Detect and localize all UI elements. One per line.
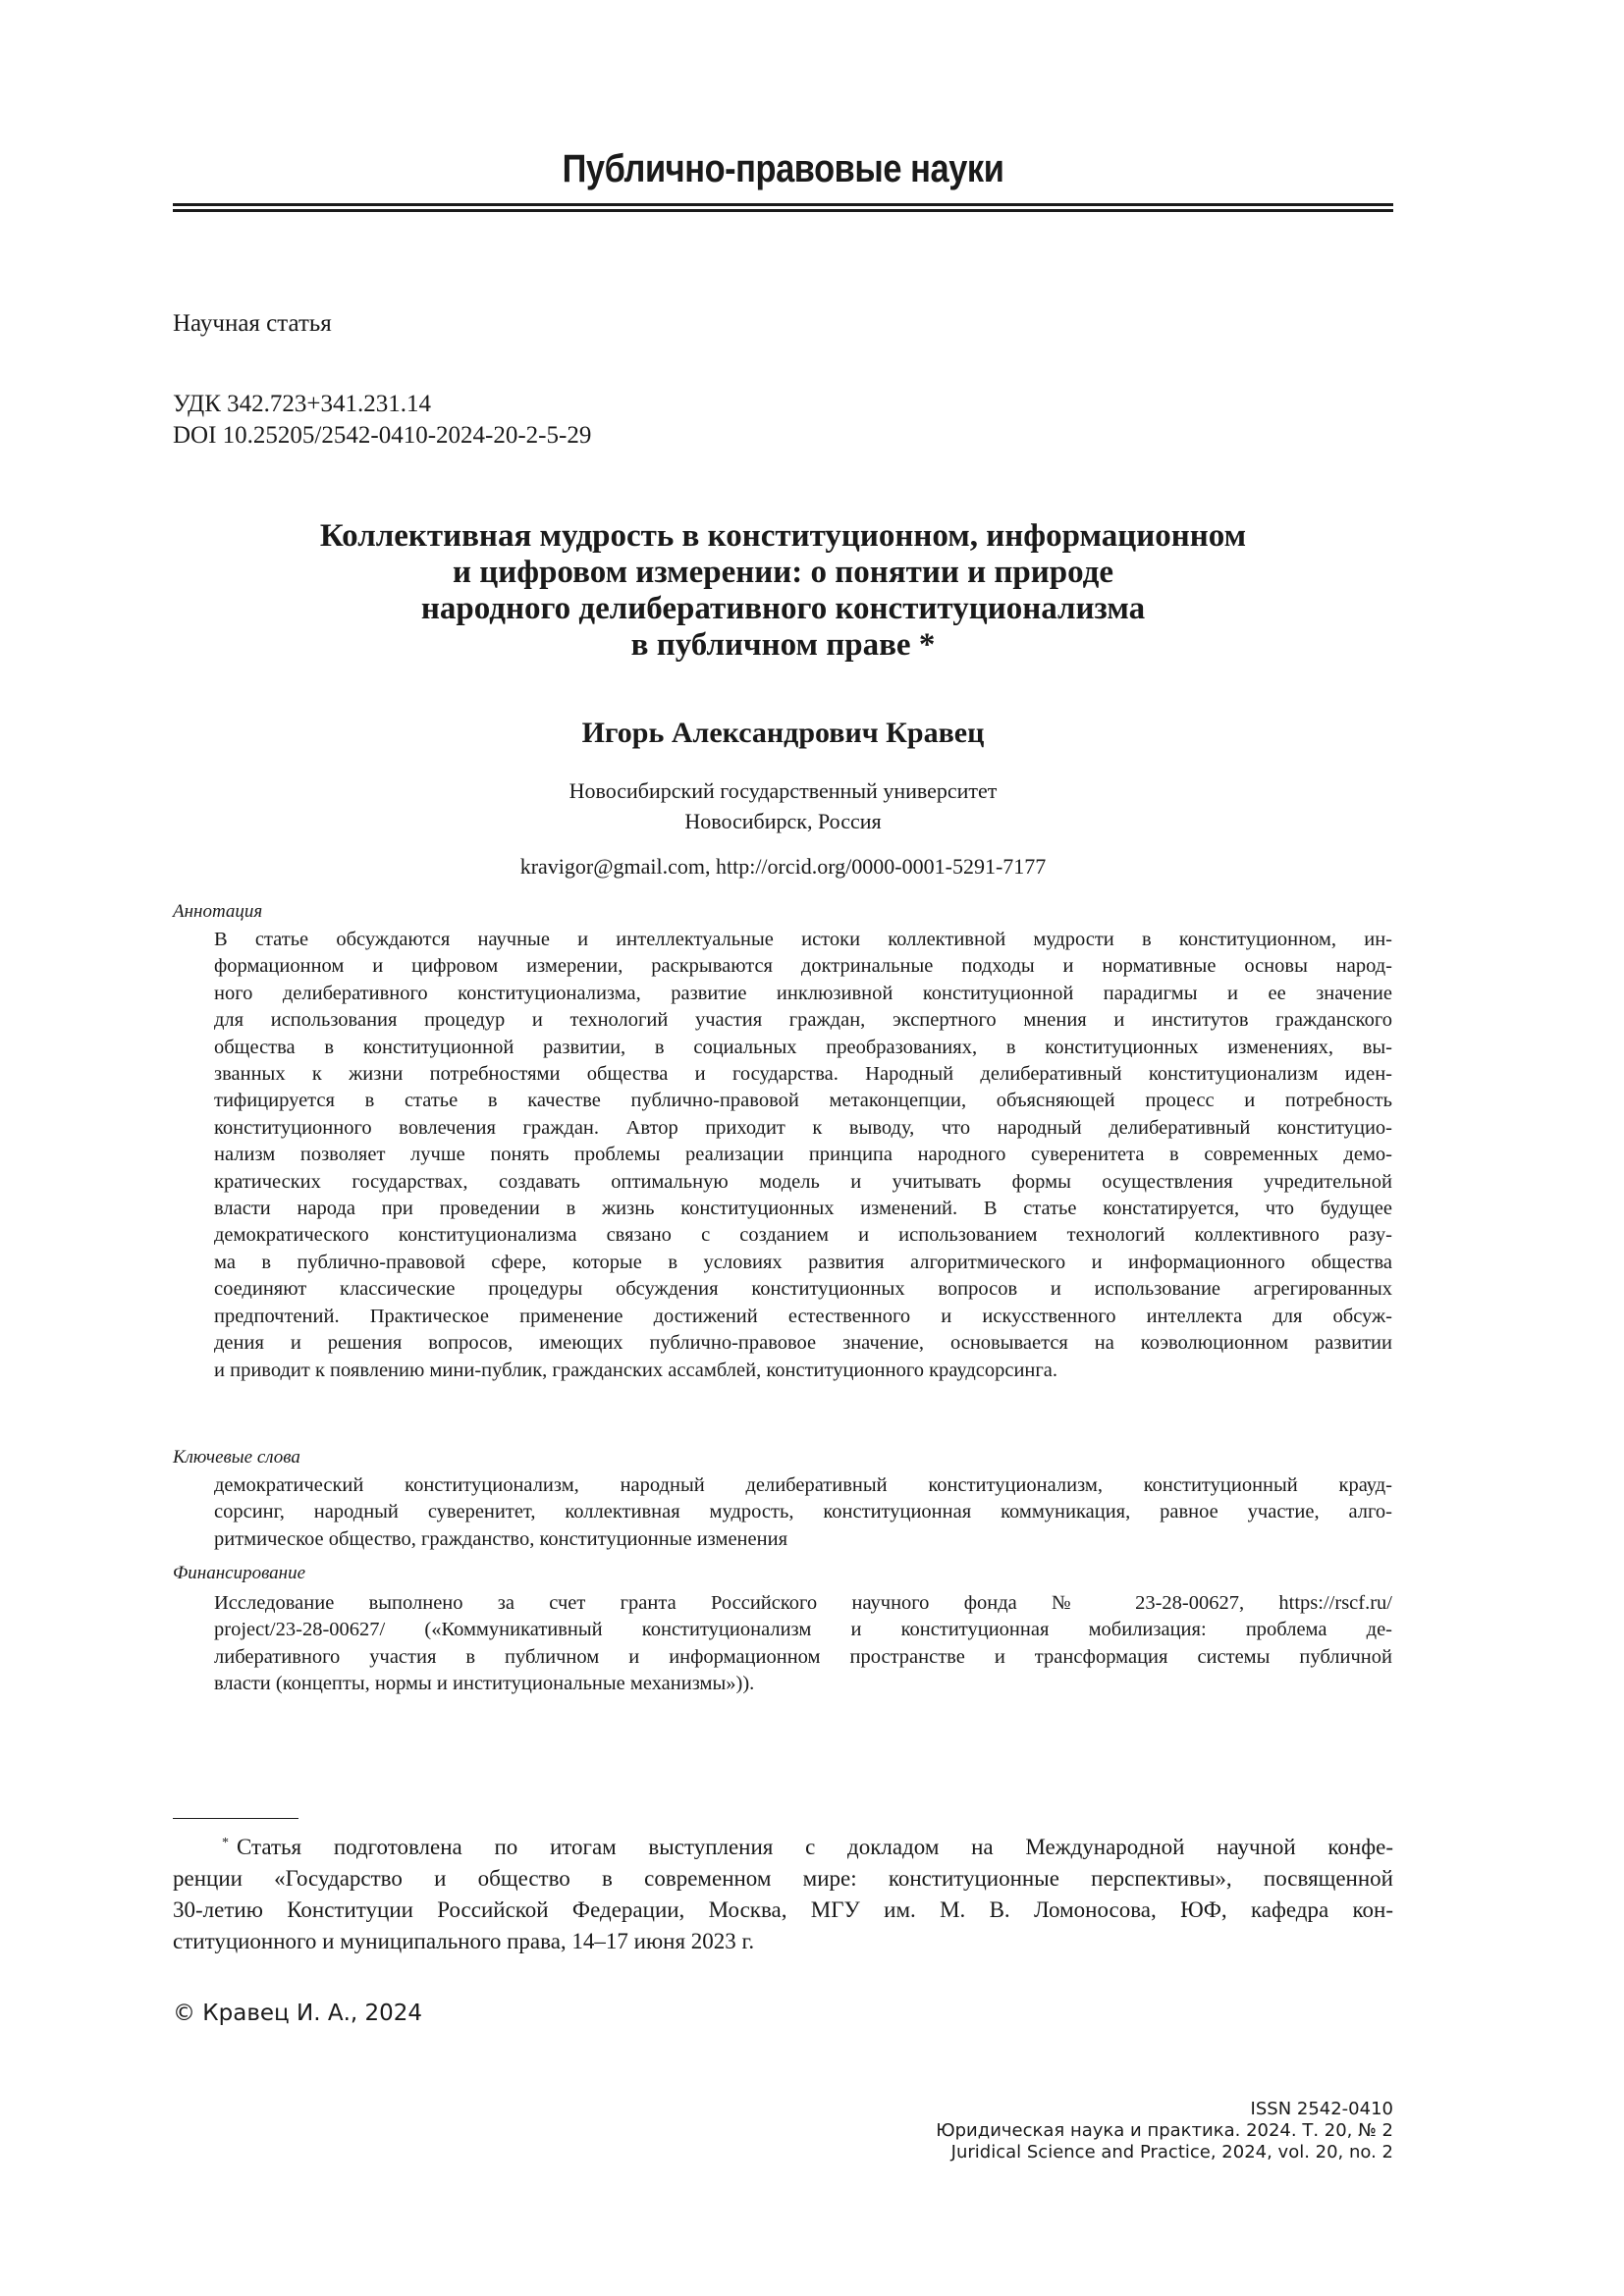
footnote-marker: *	[222, 1836, 229, 1850]
abstract-line: ного делиберативного конституционализма, развитие инклюзивной конституционной парадигмы и ее значение	[214, 982, 1392, 1004]
title-line: в публичном праве *	[630, 627, 936, 663]
keywords-label: Ключевые слова	[173, 1447, 300, 1468]
abstract-line: дения и решения вопросов, имеющих публично-правовое значение, основывается на коэволюционном развитии	[214, 1332, 1392, 1355]
title-line: и цифровом измерении: о понятии и природе	[452, 555, 1114, 590]
footnote-line-text: Статья подготовлена по итогам выступления с докладом на Международной научной конфе-	[237, 1835, 1393, 1859]
author-name: Игорь Александрович Кравец	[581, 717, 985, 749]
keywords-line: сорсинг, народный суверенитет, коллективная мудрость, конституционная коммуникация, равное участие, алго-	[214, 1501, 1392, 1523]
funding-line: власти (концепты, нормы и институциональные механизмы»)).	[214, 1673, 755, 1695]
abstract-line: ма в публично-правовой сфере, которые в условиях развития алгоритмического и информационного общества	[214, 1251, 1392, 1273]
abstract-line: демократического конституционализма связано с созданием и использованием технологий коллективного разу-	[214, 1224, 1392, 1247]
title-line: народного делиберативного конституционализма	[420, 591, 1146, 626]
abstract-line: для использования процедур и технологий участия граждан, экспертного мнения и институтов гражданского	[214, 1009, 1392, 1032]
keywords-text	[214, 1472, 1392, 1553]
affiliation: Новосибирский государственный университет	[568, 778, 998, 803]
funding-line: project/23-28-00627/ («Коммуникативный конституционализм и конституционная мобилизация: проблема де-	[214, 1619, 1392, 1641]
abstract-line: конституционного вовлечения граждан. Автор приходит к выводу, что народный делиберативный конституцио-	[214, 1116, 1392, 1139]
footnote-separator	[173, 1818, 298, 1819]
funding-line: либеративного участия в публичном и информационном пространстве и трансформация системы публичной	[214, 1645, 1392, 1668]
author-contact[interactable]: kravigor@gmail.com, http://orcid.org/0000-0001-5291-7177	[519, 854, 1047, 879]
doi[interactable]: DOI 10.25205/2542-0410-2024-20-2-5-29	[173, 422, 592, 449]
copyright: © Кравец И. А., 2024	[173, 2001, 423, 2026]
footnote-line: ренции «Государство и общество в современном мире: конституционные перспективы», посвященной	[173, 1866, 1393, 1891]
funding-text	[214, 1590, 1392, 1698]
footnote-line	[173, 1828, 1393, 1863]
footnote	[173, 1828, 1393, 1957]
journal-citation-en: Juridical Science and Practice, 2024, vol. 20, no. 2	[950, 2142, 1393, 2163]
funding-label: Финансирование	[173, 1563, 306, 1583]
abstract-line: власти народа при проведении в жизнь конституционных изменений. В статье констатируется, что будущее	[214, 1198, 1392, 1220]
abstract-line: предпочтений. Практическое применение достижений естественного и искусственного интеллекта для обсуж-	[214, 1305, 1392, 1327]
footnote-line: 30-летию Конституции Российской Федерации, Москва, МГУ им. М. В. Ломоносова, ЮФ, кафедра кон-	[173, 1897, 1393, 1922]
funding-line: Исследование выполнено за счет гранта Российского научного фонда № 23-28-00627, https://rscf.ru/	[214, 1592, 1392, 1614]
journal-citation-ru: Юридическая наука и практика. 2024. Т. 20, № 2	[936, 2120, 1393, 2141]
article-type: Научная статья	[173, 310, 332, 337]
keywords-line: ритмическое общество, гражданство, конституционные изменения	[214, 1527, 787, 1550]
udk-code: УДК 342.723+341.231.14	[173, 391, 432, 417]
header-rule-top	[173, 203, 1393, 206]
location: Новосибирск, Россия	[684, 809, 882, 833]
article-title	[173, 518, 1393, 664]
abstract-line: В статье обсуждаются научные и интеллектуальные истоки коллективной мудрости в конституционном, ин-	[214, 929, 1392, 950]
abstract-line: и приводит к появлению мини-публик, гражданских ассамблей, конституционного краудсорсинга.	[214, 1359, 1058, 1381]
abstract-line: формационном и цифровом измерении, раскрываются доктринальные подходы и нормативные основы народ-	[214, 955, 1392, 978]
abstract-line: званных к жизни потребностями общества и государства. Народный делиберативный конституционализм иден-	[214, 1063, 1392, 1086]
abstract-line: соединяют классические процедуры обсуждения конституционных вопросов и использование агрегированных	[214, 1278, 1392, 1301]
header-rule-bottom	[173, 209, 1393, 212]
abstract-line: общества в конституционной развитии, в социальных преобразованиях, в конституционных изменениях, вы-	[214, 1036, 1392, 1058]
abstract-line: тифицируется в статье в качестве публично-правовой метаконцепции, объясняющей процесс и потребность	[214, 1090, 1392, 1112]
title-line: Коллективная мудрость в конституционном, информационном	[319, 518, 1247, 554]
abstract-line: нализм позволяет лучше понять проблемы реализации принципа народного суверенитета в современных демо-	[214, 1144, 1392, 1166]
issn: ISSN 2542-0410	[1250, 2099, 1393, 2119]
section-header: Публично-правовые науки	[562, 147, 1004, 190]
abstract-line: кратических государствах, создавать оптимальную модель и учитывать формы осуществления учредительной	[214, 1170, 1392, 1193]
footnote-line: ституционного и муниципального права, 14–17 июня 2023 г.	[173, 1929, 755, 1953]
abstract-label: Аннотация	[173, 901, 263, 922]
keywords-line: демократический конституционализм, народный делиберативный конституционализм, конституционный крауд-	[214, 1474, 1392, 1496]
abstract-text	[214, 927, 1392, 1384]
journal-info	[936, 2099, 1393, 2163]
affiliation-block	[173, 775, 1393, 836]
